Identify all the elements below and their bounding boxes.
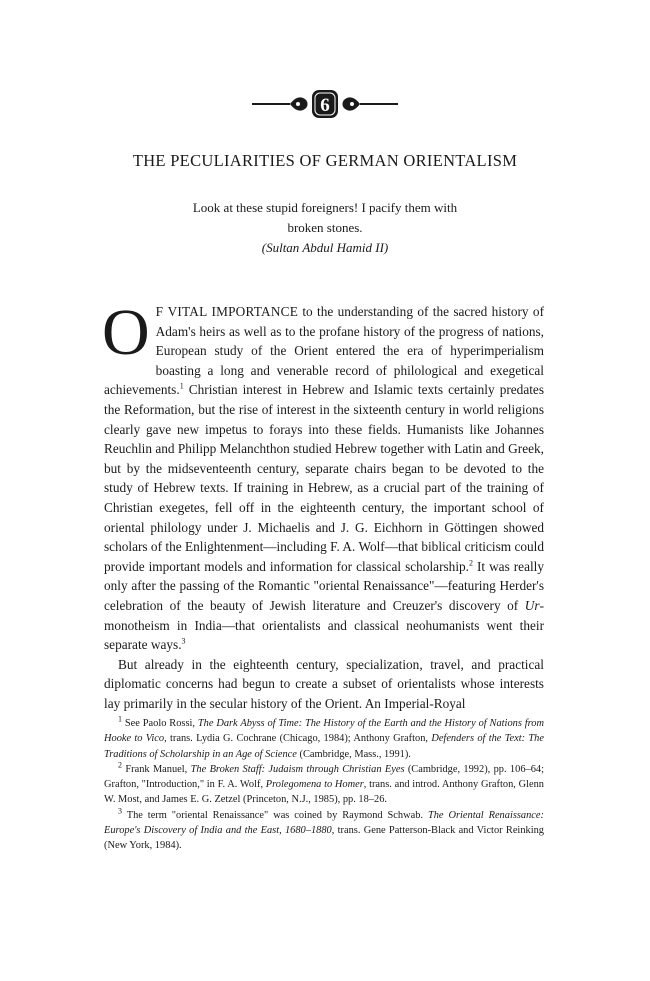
chapter-number-badge	[250, 86, 400, 122]
main-text	[102, 296, 545, 713]
opening-words: F VITAL IMPORTANCE	[155, 304, 299, 319]
epigraph-attribution: (Sultan Abdul Hamid II)	[261, 240, 389, 255]
footnote-ref-1[interactable]: 1	[179, 381, 184, 391]
epigraph-line-2: broken stones.	[287, 220, 363, 235]
epigraph-line-1: Look at these stupid foreigners! I pacify them with	[192, 200, 458, 215]
chapter-title: THE PECULIARITIES OF GERMAN ORIENTALISM	[132, 151, 518, 170]
footnote-ref-2[interactable]: 2	[469, 558, 473, 568]
drop-cap: O	[102, 296, 150, 369]
footnotes	[104, 716, 544, 854]
paragraph-2: But already in the eighteenth century, specialization, travel, and practical diplomatic concerns had begun to create a subset of orientalists whose interests lay primarily in the secular history of the Orient. An Imperial-Royal	[104, 656, 544, 711]
chapter-number: 6	[320, 95, 330, 116]
chapter-ornament	[0, 86, 650, 122]
footnote-2: $^2$ Frank Manuel, The Broken Staff: Judaism through Christian Eyes (Cambridge, 1992), pp. 106–64; Grafton, "Introduction," in F. A. Wolf, Prolegomena to Homer, trans. and introd. Anthony Grafton, Glenn W. Most, and James E. G. Zetzel (Princeton, N.J., 1985), pp. 18–26.	[104, 760, 544, 806]
footnote-1: $^1$ See Paolo Rossi, The Dark Abyss of Time: The History of the Earth and the History of Nations from Hooke to Vico, trans. Lydia G. Cochrane (Chicago, 1984); Anthony Grafton, Defenders of the Text: The Traditions of Scholarship in an Age of Science (Cambridge, Mass., 1991).	[104, 714, 544, 760]
epigraph	[170, 198, 480, 258]
footnote-3: $^3$ The term "oriental Renaissance" was coined by Raymond Schwab. The Oriental Renaissance: Europe's Discovery of India and the East, 1680–1880, trans. Gene Patterson-Black and Victor Reinking (New York, 1984).	[104, 806, 544, 852]
paragraph-1: O F VITAL IMPORTANCE to the understanding of the sacred history of Adam's heirs as well as to the profane history of the progress of nations, European study of the Orient entered the era of hyperimperialism boasting a long and venerable record of philological and exegetical achievements.$^1$ Christian interest in Hebrew and Islamic texts certainly predates the Reformation, but the rise of interest in the sixteenth century in world religions clearly gave new impetus to forays into these fields. Humanists like Johannes Reuchlin and Philipp Melanchthon studied Hebrew together with Latin and Greek, but by the midseventeenth century, separate chairs began to be devoted to the study of Hebrew texts. If training in Hebrew, as a crucial part of the training of Christian exegetes, fell off in the eighteenth century, the important school of oriental philology under J. Michaelis and J. G. Eichhorn in Göttingen showed scholars of the Enlightenment—including F. A. Wolf—that biblical criticism could provide important models and information for classical scholarship.$^2$ It was really only after the passing of the Romantic "oriental Renaissance"—featuring Herder's celebration of the beauty of Jewish literature and Creuzer's discovery of Ur-monotheism in India—that orientalists and classical neohumanists went their separate ways.$^3$	[102, 296, 545, 653]
footnote-ref-3[interactable]: 3	[181, 636, 186, 646]
